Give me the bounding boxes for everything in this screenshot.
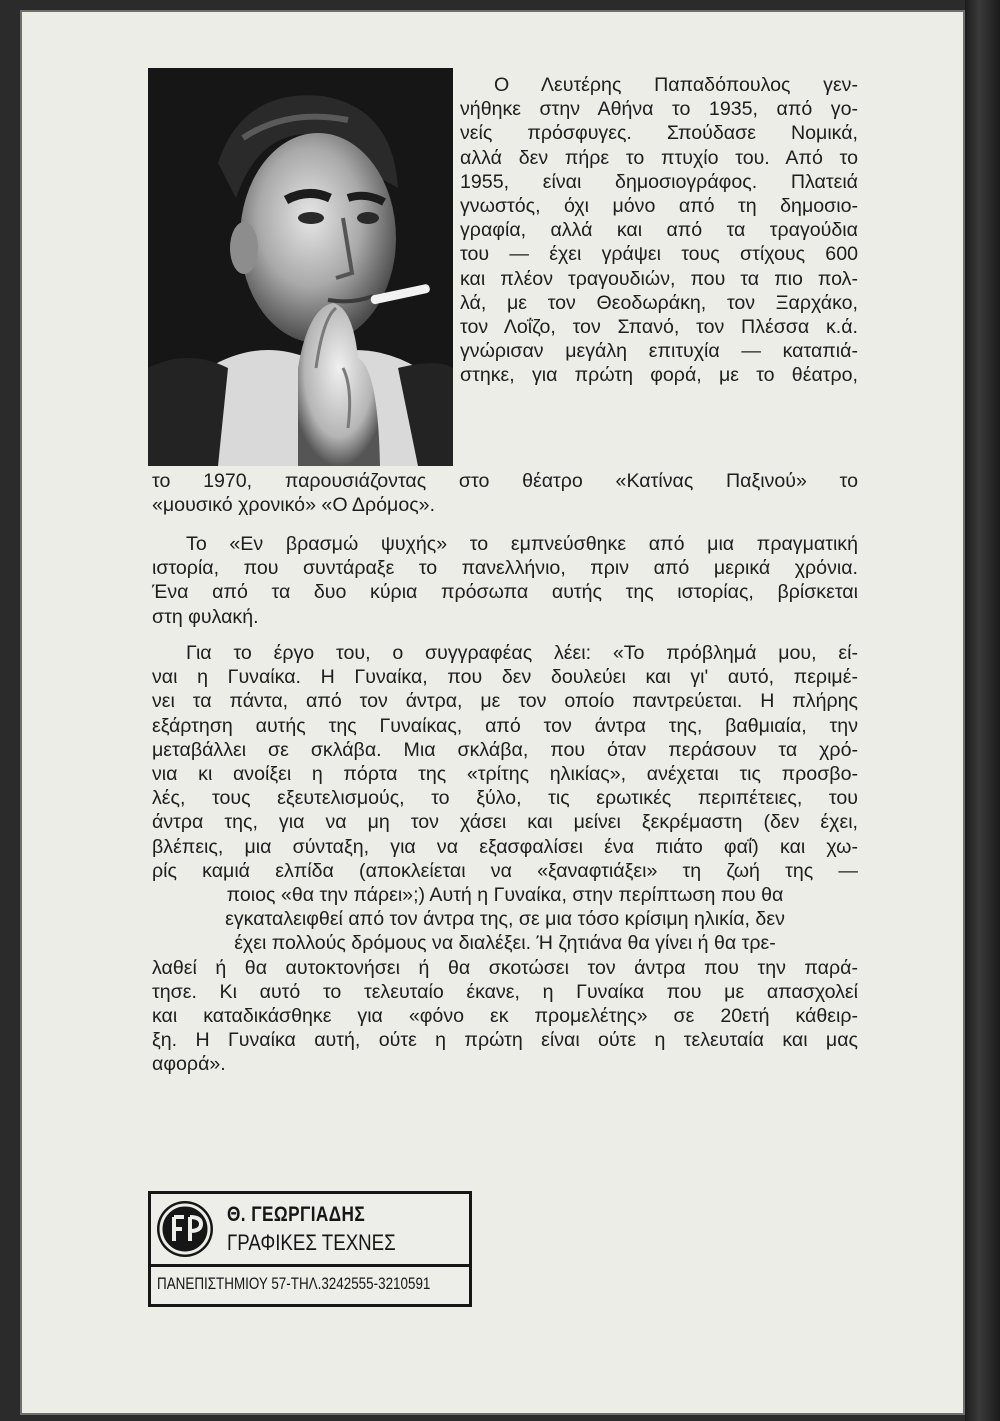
paragraph-line: λές, τους εξευτελισμούς, το ξύλο, τις ερωτικές περιπέτειες, του: [152, 787, 858, 810]
bio-line: και πλέον τραγουδιών, που τα πιο πολ-: [460, 267, 858, 290]
printer-trade: ΓΡΑΦΙΚΕΣ ΤΕΧΝΕΣ: [227, 1230, 396, 1255]
bio-paragraph: [460, 73, 858, 388]
bio-line: νήθηκε στην Αθήνα το 1935, από γο-: [460, 98, 858, 121]
paragraph-line: νια κι ανοίξει η πόρτα της «τρίτης ηλικίας», ανέχεται τις προσβο-: [152, 763, 858, 786]
paragraph-line: λαθεί ή θα αυτοκτονήσει ή θα σκοτώσει τον άντρα που την παρά-: [152, 956, 858, 979]
paragraph-line: άντρα της, για να μη τον χάσει και μείνει ξεκρέμαστη (δεν έχει,: [152, 811, 858, 834]
bio-line: «μουσικό χρονικό» «Ο Δρόμος».: [152, 494, 436, 517]
printer-imprint: [148, 1191, 472, 1307]
paragraph-line: ξη. Η Γυναίκα αυτή, ούτε η πρώτη είναι ούτε η τελευταία και μας: [152, 1029, 858, 1052]
bio-line: λά, με τον Θεοδωράκη, τον Ξαρχάκο,: [460, 291, 858, 314]
paragraph-line: εγκαταλειφθεί από τον άντρα της, σε μια τόσο κρίσιμη ηλικία, δεν: [225, 908, 785, 931]
author-quote-paragraph: [152, 641, 858, 1077]
author-photo-drawing: [148, 68, 453, 466]
bio-line: στηκε, για πρώτη φορά, με το θέατρο,: [460, 364, 858, 387]
paragraph-line: ναι η Γυναίκα. Η Γυναίκα, που δεν δουλεύει και γι' αυτό, περιμέ-: [152, 666, 858, 689]
inspiration-paragraph: [152, 532, 858, 629]
bio-paragraph-continued: [152, 469, 858, 517]
paragraph-line: ρίς καμιά ελπίδα (αποκλείεται να «ξαναφτιάξει» τη ζωή της —: [152, 859, 858, 882]
bio-line: γραφία, αλλά και από τα τραγούδια: [460, 219, 858, 242]
printer-logo-icon: [157, 1201, 213, 1257]
paragraph-line: εξάρτηση αυτής της Γυναίκας, από τον άντρα της, βαθμιαία, την: [152, 714, 858, 737]
printer-address: ΠΑΝΕΠΙΣΤΗΜΙΟΥ 57-ΤΗΛ.3242555-3210591: [157, 1274, 431, 1293]
bio-line: 1955, είναι δημοσιογράφος. Πλατειά: [460, 170, 858, 193]
paragraph-line: τησε. Κι αυτό το τελευταίο έκανε, η Γυναίκα που με απασχολεί: [152, 980, 858, 1003]
paragraph-line: βλέπεις, μια σύνταξη, για να εξασφαλίσει ένα πιάτο φαΐ) και χω-: [152, 835, 858, 858]
paragraph-line: νει τα πάντα, από τον άντρα, με τον οποίο παντρεύεται. Η πλήρης: [152, 690, 858, 713]
paragraph-line: Ένα από τα δυο κύρια πρόσωπα αυτής της ιστορίας, βρίσκεται: [152, 581, 858, 604]
paragraph-line: Το «Εν βρασμώ ψυχής» το εμπνεύσθηκε από μια πραγματική: [186, 533, 858, 555]
bio-line: γνώρισαν μεγάλη επιτυχία — καταπιά-: [460, 340, 858, 363]
paragraph-line: στη φυλακή.: [152, 605, 259, 628]
bio-line: τον Λοΐζο, τον Σπανό, τον Πλέσσα κ.ά.: [460, 316, 858, 339]
bio-line: γνωστός, όχι μόνο από τη δημοσιο-: [460, 195, 858, 218]
author-photo: [148, 68, 453, 466]
bio-line: το 1970, παρουσιάζοντας στο θέατρο «Κατίνας Παξινού» το: [152, 470, 858, 492]
paragraph-line: αφορά».: [152, 1053, 226, 1076]
bio-line: νείς πρόσφυγες. Σπούδασε Νομικά,: [460, 122, 858, 145]
printer-imprint-header: [151, 1194, 469, 1267]
paragraph-line: ποιος «θα την πάρει»;) Αυτή η Γυναίκα, στην περίπτωση που θα: [226, 884, 784, 907]
background-edge: [965, 0, 1000, 1421]
paragraph-line: ιστορία, που συντάραξε το πανελλήνιο, πριν από μερικά χρόνια.: [152, 557, 858, 580]
paragraph-line: Για το έργο του, ο συγγραφέας λέει: «Το πρόβλημά μου, εί-: [186, 642, 858, 664]
bio-line: Ο Λευτέρης Παπαδόπουλος γεν-: [494, 74, 858, 96]
paragraph-line: μεταβάλλει σε σκλάβα. Μια σκλάβα, που όταν περάσουν τα χρό-: [152, 738, 858, 761]
bio-line: του — έχει γράψει τους στίχους 600: [460, 243, 858, 266]
bio-line: αλλά δεν πήρε το πτυχίο του. Από το: [460, 146, 858, 169]
paragraph-line: και καταδικάσθηκε για «φόνο εκ προμελέτης» σε 20ετή κάθειρ-: [152, 1005, 858, 1028]
paragraph-line: έχει πολλούς δρόμους να διαλέξει. Ή ζητιάνα θα γίνει ή θα τρε-: [234, 932, 776, 955]
printer-name: Θ. ΓΕΩΡΓΙΑΔΗΣ: [227, 1203, 366, 1226]
